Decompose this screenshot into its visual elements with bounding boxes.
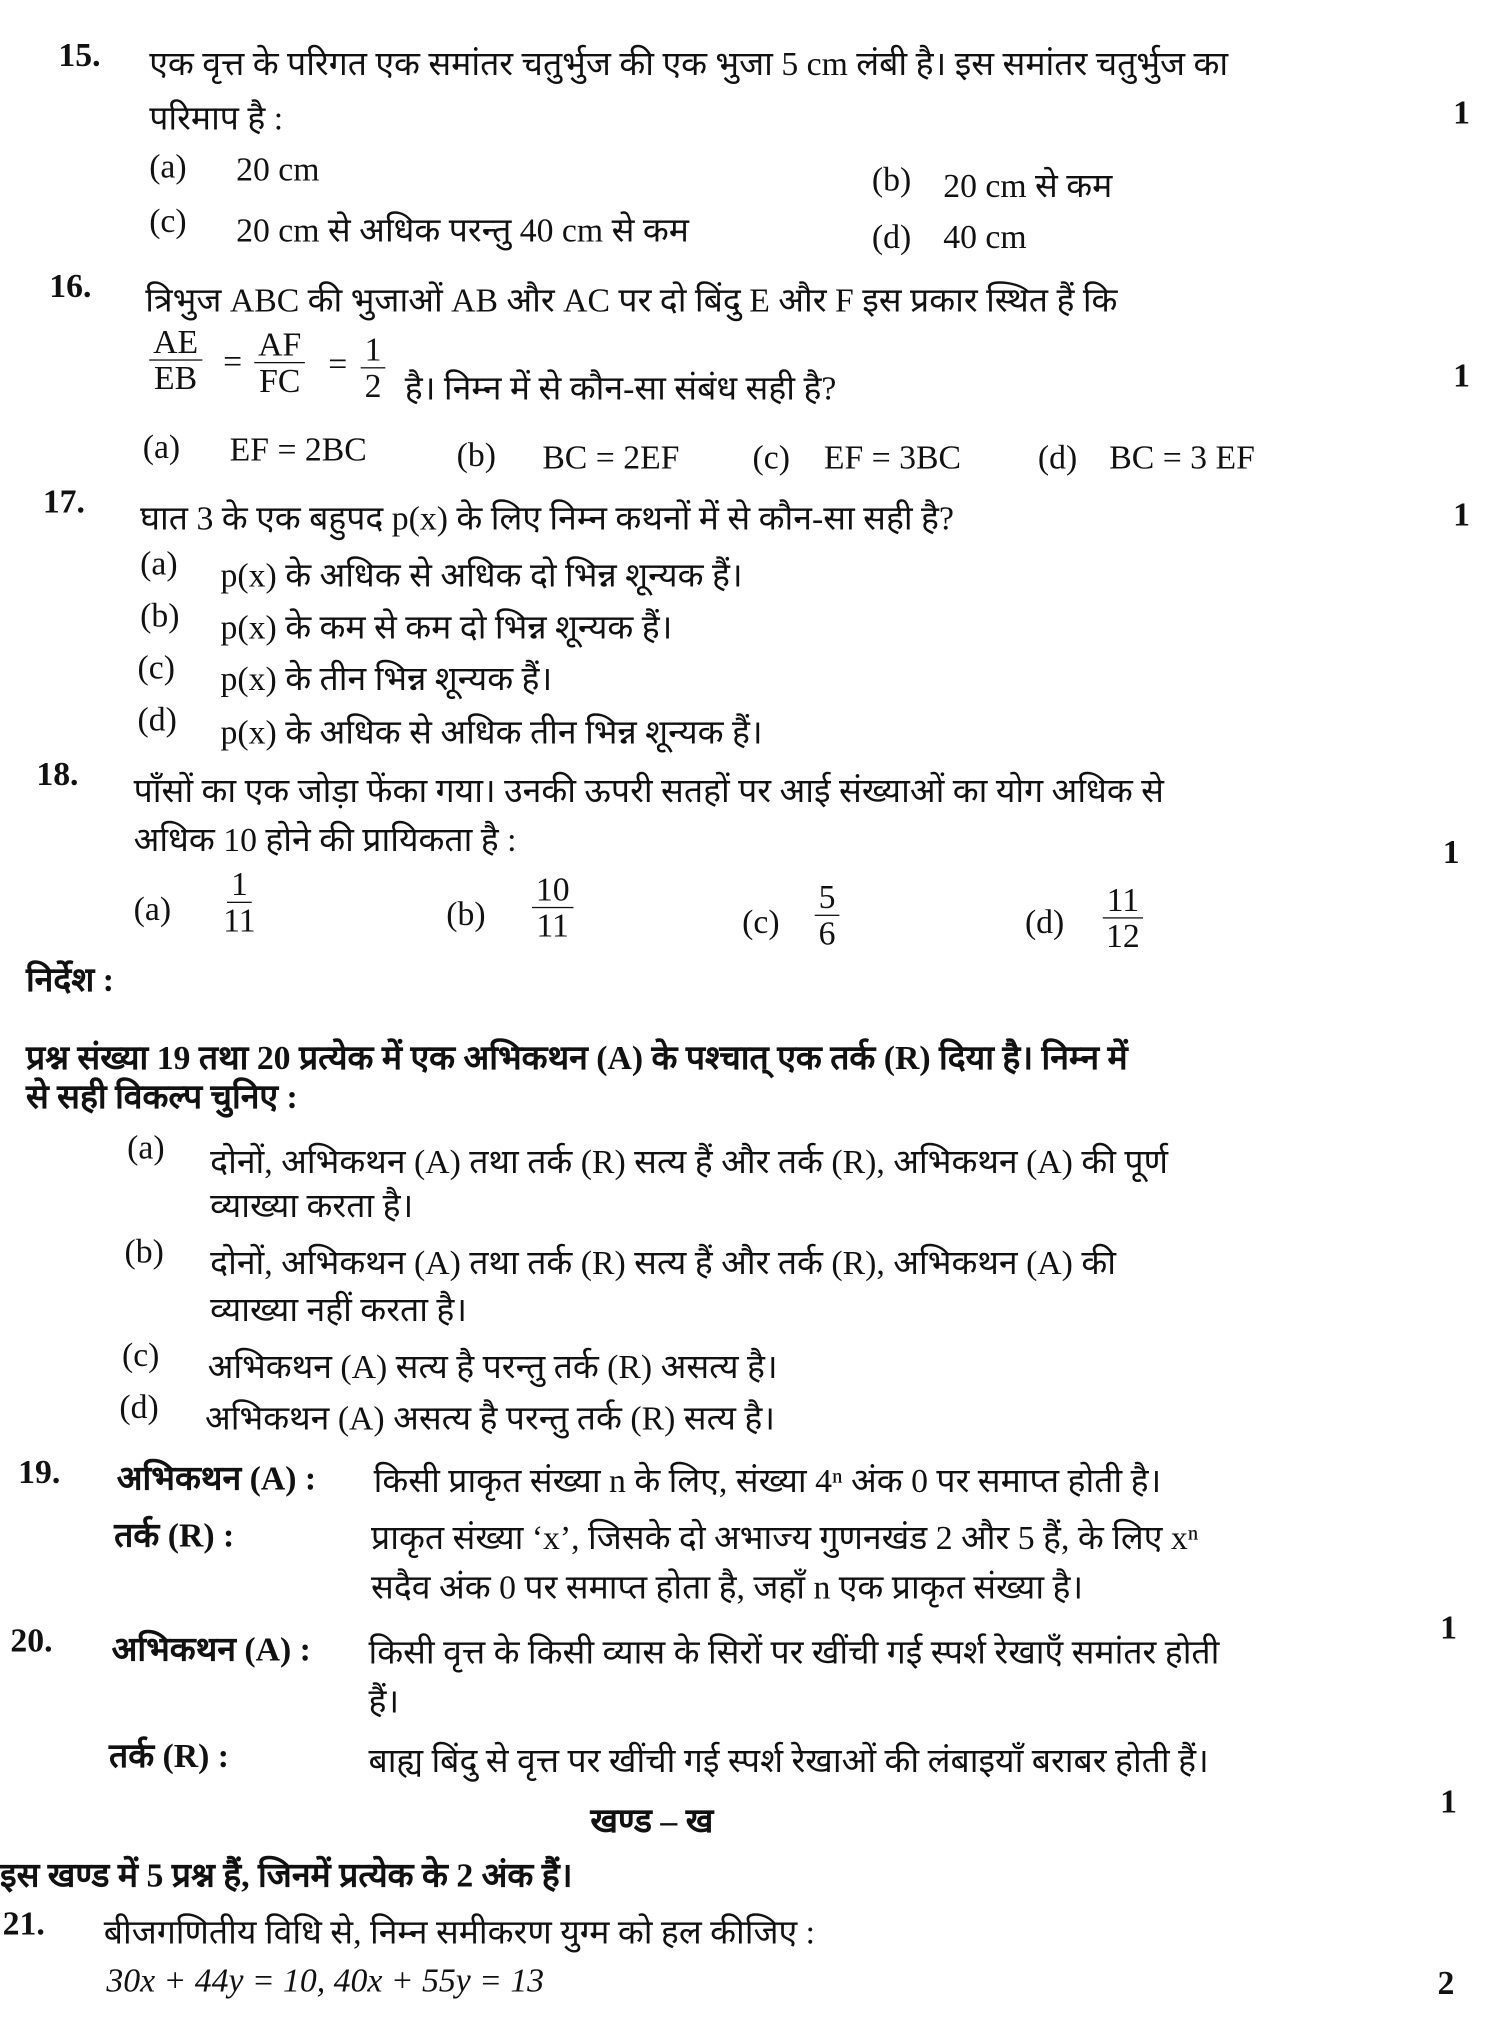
assertion-text: किसी प्राकृत संख्या n के लिए, संख्या 4ⁿ अंक 0 पर समाप्त होती है। [373, 1462, 1162, 1500]
question-text: परिमाप है : [149, 99, 284, 138]
option-label: (d) [1037, 438, 1078, 477]
assertion-label: अभिकथन (A) : [111, 1630, 311, 1669]
option-label: (c) [742, 902, 780, 941]
fraction: $\frac{5}{6}$ [815, 880, 840, 952]
reason-text: बाह्य बिंदु से वृत्त पर खींची गई स्पर्श रेखाओं की लंबाइयाँ बराबर होती हैं। [368, 1742, 1209, 1781]
directions-text: से सही विकल्प चुनिए : [25, 1078, 298, 1116]
option-text: EF = 3BC [823, 438, 961, 477]
option-text: p(x) के कम से कम दो भिन्न शून्यक हैं। [220, 608, 673, 647]
directions-text: प्रश्न संख्या 19 तथा 20 प्रत्येक में एक अभिकथन (A) के पश्चात् एक तर्क (R) दिया है। निम्न में [25, 1039, 1128, 1077]
option-text: BC = 3 EF [1109, 438, 1255, 477]
fraction: $\frac{1}{11}$ [223, 865, 256, 940]
question-text: बीजगणितीय विधि से, निम्न समीकरण युग्म को हल कीजिए : [103, 1913, 816, 1952]
fraction: $\frac{10}{11}$ [532, 872, 574, 944]
fraction: $\frac{11}{12}$ [1103, 882, 1143, 954]
marks: 1 [1453, 495, 1470, 534]
equals: = [328, 345, 348, 383]
marks: 1 [1442, 832, 1460, 871]
option-text: 20 cm से कम [943, 167, 1113, 205]
option-label: (c) [137, 648, 175, 687]
assertion-text: हैं। [368, 1682, 400, 1721]
option-label: (d) [119, 1388, 159, 1426]
option-label: (a) [140, 544, 178, 583]
fraction: $\frac{AE}{EB}$ [149, 324, 202, 396]
fraction: $\frac{1}{2}$ [361, 332, 386, 404]
option-label: (a) [127, 1128, 165, 1167]
option-text: दोनों, अभिकथन (A) तथा तर्क (R) सत्य हैं और तर्क (R), अभिकथन (A) की पूर्ण [210, 1143, 1168, 1181]
directions-heading: निर्देश : [25, 961, 114, 999]
question-number: 20. [10, 1621, 53, 1660]
option-label: (c) [752, 438, 790, 477]
option-label: (d) [871, 217, 912, 256]
question-text: एक वृत्त के परिगत एक समांतर चतुर्भुज की एक भुजा 5 cm लंबी है। इस समांतर चतुर्भुज का [149, 45, 1229, 84]
section-note: इस खण्ड में 5 प्रश्न हैं, जिनमें प्रत्येक के 2 अंक हैं। [0, 1856, 573, 1895]
option-text: दोनों, अभिकथन (A) तथा तर्क (R) सत्य हैं और तर्क (R), अभिकथन (A) की [210, 1244, 1116, 1282]
question-number: 19. [18, 1453, 61, 1491]
assertion-label: अभिकथन (A) : [116, 1459, 317, 1498]
question-number: 17. [42, 482, 85, 521]
section-title: खण्ड – ख [590, 1802, 714, 1840]
reason-label: तर्क (R) : [108, 1737, 230, 1775]
option-text: व्याख्या नहीं करता है। [210, 1290, 468, 1329]
question-number: 16. [49, 267, 92, 305]
option-text: अभिकथन (A) असत्य है परन्तु तर्क (R) सत्य है। [204, 1399, 776, 1438]
option-text: व्याख्या करता है। [210, 1187, 414, 1225]
option-label: (d) [137, 700, 177, 739]
option-text: अभिकथन (A) सत्य है परन्तु तर्क (R) असत्य है। [207, 1347, 778, 1386]
question-text: घात 3 के एक बहुपद p(x) के लिए निम्न कथनों में से कौन-सा सही है? [140, 499, 954, 538]
option-text: EF = 2BC [229, 430, 367, 469]
question-text: त्रिभुज ABC की भुजाओं AB और AC पर दो बिंदु E और F इस प्रकार स्थित हैं कि [145, 281, 1118, 320]
question-number: 15. [58, 36, 101, 74]
option-text: p(x) के तीन भिन्न शून्यक हैं। [220, 660, 553, 699]
option-text: BC = 2EF [542, 438, 680, 477]
question-number: 21. [2, 1904, 45, 1943]
question-text: है। निम्न में से कौन-सा संबंध सही है? [404, 369, 837, 408]
marks: 1 [1440, 1608, 1457, 1647]
reason-text: प्राकृत संख्या ‘x’, जिसके दो अभाज्य गुणनखंड 2 और 5 हैं, के लिए xⁿ [371, 1519, 1199, 1557]
assertion-text: किसी वृत्त के किसी व्यास के सिरों पर खींची गई स्पर्श रेखाएँ समांतर होती [368, 1633, 1220, 1672]
question-text: अधिक 10 होने की प्रायिकता है : [133, 821, 517, 859]
marks: 1 [1440, 1782, 1457, 1821]
equals: = [223, 342, 243, 381]
marks: 1 [1453, 93, 1470, 132]
option-label: (a) [133, 890, 172, 928]
option-label: (b) [124, 1232, 164, 1271]
marks: 2 [1437, 1964, 1455, 2002]
option-label: (b) [871, 160, 912, 199]
option-label: (b) [456, 435, 497, 474]
option-text: 20 cm [236, 150, 320, 189]
option-text: 40 cm [943, 217, 1027, 256]
option-text: 20 cm से अधिक परन्तु 40 cm से कम [236, 211, 689, 250]
question-text: पाँसों का एक जोड़ा फेंका गया। उनकी ऊपरी सतहों पर आई संख्याओं का योग अधिक से [133, 771, 1164, 810]
option-text: p(x) के अधिक से अधिक तीन भिन्न शून्यक हैं। [220, 713, 763, 752]
reason-label: तर्क (R) : [114, 1516, 235, 1555]
option-label: (b) [446, 895, 486, 933]
question-number: 18. [36, 755, 79, 793]
option-label: (c) [149, 202, 187, 241]
marks: 1 [1453, 356, 1470, 395]
reason-text: सदैव अंक 0 पर समाप्त होता है, जहाँ n एक प्राकृत संख्या है। [371, 1568, 1084, 1607]
option-label: (a) [149, 147, 187, 186]
fraction: $\frac{AF}{FC}$ [254, 327, 305, 399]
option-label: (a) [142, 428, 181, 466]
option-text: p(x) के अधिक से अधिक दो भिन्न शून्यक हैं। [220, 556, 743, 595]
option-label: (d) [1024, 902, 1065, 941]
option-label: (b) [140, 596, 180, 635]
equation: 30x + 44y = 10, 40x + 55y = 13 [106, 1961, 545, 2000]
option-label: (c) [121, 1336, 160, 1374]
